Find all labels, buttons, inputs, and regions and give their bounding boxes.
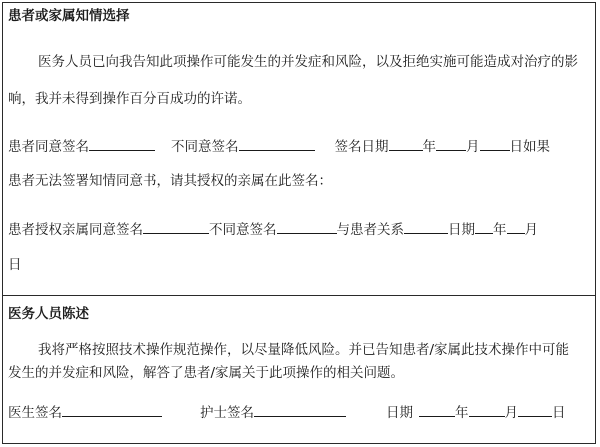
- nurse-signature-field[interactable]: [254, 402, 346, 417]
- proxy-month-label: 月: [524, 222, 538, 238]
- staff-month-label: 月: [504, 405, 518, 421]
- proxy-month-field[interactable]: [507, 219, 525, 234]
- section-title-staff-statement: 医务人员陈述: [8, 306, 89, 322]
- signature-year-field[interactable]: [389, 136, 423, 151]
- signature-date-label: 签名日期: [334, 139, 389, 155]
- proxy-date-label: 日期: [448, 222, 475, 238]
- patient-agree-label: 患者同意签名: [8, 139, 89, 155]
- proxy-disagree-label: 不同意签名: [209, 222, 277, 238]
- patient-disagree-signature-field[interactable]: [239, 136, 315, 151]
- patient-paragraph-line-2: 响，我并未得到操作百分百成功的许诺。: [8, 91, 251, 107]
- month-label: 月: [466, 139, 480, 155]
- staff-paragraph-line-2: 发生的并发症和风险，解答了患者/家属关于此项操作的相关问题。: [8, 365, 405, 381]
- staff-day-label: 日: [552, 405, 566, 421]
- proxy-agree-signature-field[interactable]: [143, 219, 209, 234]
- proxy-signature-row: [8, 219, 538, 239]
- staff-day-field[interactable]: [518, 402, 552, 417]
- proxy-day-label: 日: [8, 257, 22, 273]
- staff-year-field[interactable]: [419, 402, 455, 417]
- staff-month-field[interactable]: [469, 402, 505, 417]
- signature-day-field[interactable]: [480, 136, 510, 151]
- staff-paragraph-line-1: 我将严格按照技术操作规范操作，以尽量降低风险。并已告知患者/家属此技术操作中可能: [38, 342, 570, 358]
- patient-disagree-label: 不同意签名: [171, 139, 239, 155]
- day-if-label: 日如果: [509, 139, 550, 155]
- doctor-signature-label: 医生签名: [8, 405, 62, 421]
- proxy-agree-label: 患者授权亲属同意签名: [8, 222, 143, 238]
- staff-signature-row: [8, 402, 566, 422]
- proxy-year-label: 年: [493, 222, 507, 238]
- year-label: 年: [422, 139, 436, 155]
- section-title-patient-choice: 患者或家属知情选择: [8, 8, 130, 24]
- patient-agree-signature-field[interactable]: [89, 136, 155, 151]
- proxy-disagree-signature-field[interactable]: [277, 219, 337, 234]
- section-divider: [2, 295, 596, 296]
- proxy-year-field[interactable]: [475, 219, 493, 234]
- relation-label: 与患者关系: [336, 222, 404, 238]
- staff-year-label: 年: [455, 405, 469, 421]
- relation-field[interactable]: [404, 219, 448, 234]
- patient-signature-row: [8, 136, 550, 156]
- proxy-intro-text: 患者无法签署知情同意书，请其授权的亲属在此签名：: [8, 173, 332, 189]
- staff-date-label: 日期: [386, 405, 413, 421]
- nurse-signature-label: 护士签名: [200, 405, 254, 421]
- patient-paragraph-line-1: 医务人员已向我告知此项操作可能发生的并发症和风险，以及拒绝实施可能造成对治疗的影: [38, 54, 578, 70]
- doctor-signature-field[interactable]: [62, 402, 162, 417]
- signature-month-field[interactable]: [436, 136, 466, 151]
